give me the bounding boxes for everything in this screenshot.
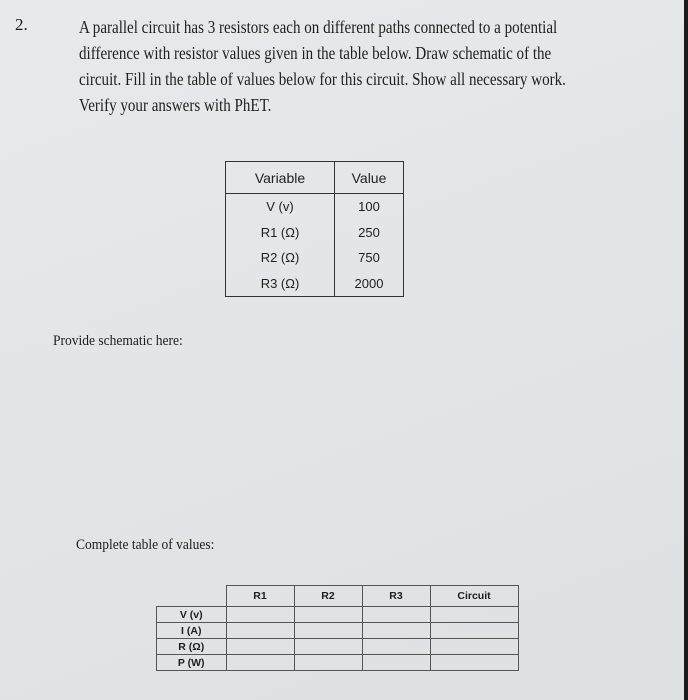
empty-cell[interactable] [226,639,294,655]
row-label-resistance: R (Ω) [157,639,227,655]
empty-cell[interactable] [226,623,294,639]
header-variable: Variable [226,162,335,194]
given-values-table [225,161,404,297]
empty-cell[interactable] [294,623,362,639]
row-label-power: P (W) [157,655,227,671]
empty-cell[interactable] [430,623,518,639]
value-cell: 2000 [335,271,404,297]
empty-cell[interactable] [294,607,362,623]
variable-cell: R3 (Ω) [226,271,335,297]
empty-cell[interactable] [226,607,294,623]
variable-cell: R2 (Ω) [226,245,335,271]
header-circuit: Circuit [430,586,518,607]
header-r3: R3 [362,586,430,607]
empty-cell[interactable] [362,623,430,639]
complete-table-prompt: Complete table of values: [76,537,215,553]
table-row [157,639,519,655]
question-text [79,14,595,118]
table-row [226,271,404,297]
value-cell: 100 [335,194,404,220]
empty-cell[interactable] [362,639,430,655]
table-row [157,607,519,623]
empty-cell[interactable] [294,639,362,655]
empty-cell[interactable] [362,655,430,671]
header-blank [157,586,227,607]
variable-cell: V (v) [226,194,335,220]
question-line: circuit. Fill in the table of values below for this circuit. Show all necessary work. [79,69,566,89]
table-row [157,623,519,639]
variable-cell: R1 (Ω) [226,220,335,246]
empty-cell[interactable] [430,639,518,655]
header-r1: R1 [226,586,294,607]
value-cell: 250 [335,220,404,246]
schematic-prompt: Provide schematic here: [53,333,183,349]
table-row [226,245,404,271]
table-header-row [157,586,519,607]
empty-cell[interactable] [294,655,362,671]
table-row [226,220,404,246]
values-to-complete-table [156,585,519,671]
table-row [157,655,519,671]
question-number: 2. [15,15,28,34]
row-label-current: I (A) [157,623,227,639]
empty-cell[interactable] [362,607,430,623]
value-cell: 750 [335,245,404,271]
header-r2: R2 [294,586,362,607]
question-line: difference with resistor values given in the table below. Draw schematic of the [79,43,552,63]
row-label-voltage: V (v) [157,607,227,623]
table-row [226,194,404,220]
empty-cell[interactable] [430,607,518,623]
empty-cell[interactable] [430,655,518,671]
table-header-row [226,162,404,194]
header-value: Value [335,162,404,194]
empty-cell[interactable] [226,655,294,671]
question-line: Verify your answers with PhET. [79,95,272,115]
question-line: A parallel circuit has 3 resistors each on different paths connected to a potential [79,17,558,37]
